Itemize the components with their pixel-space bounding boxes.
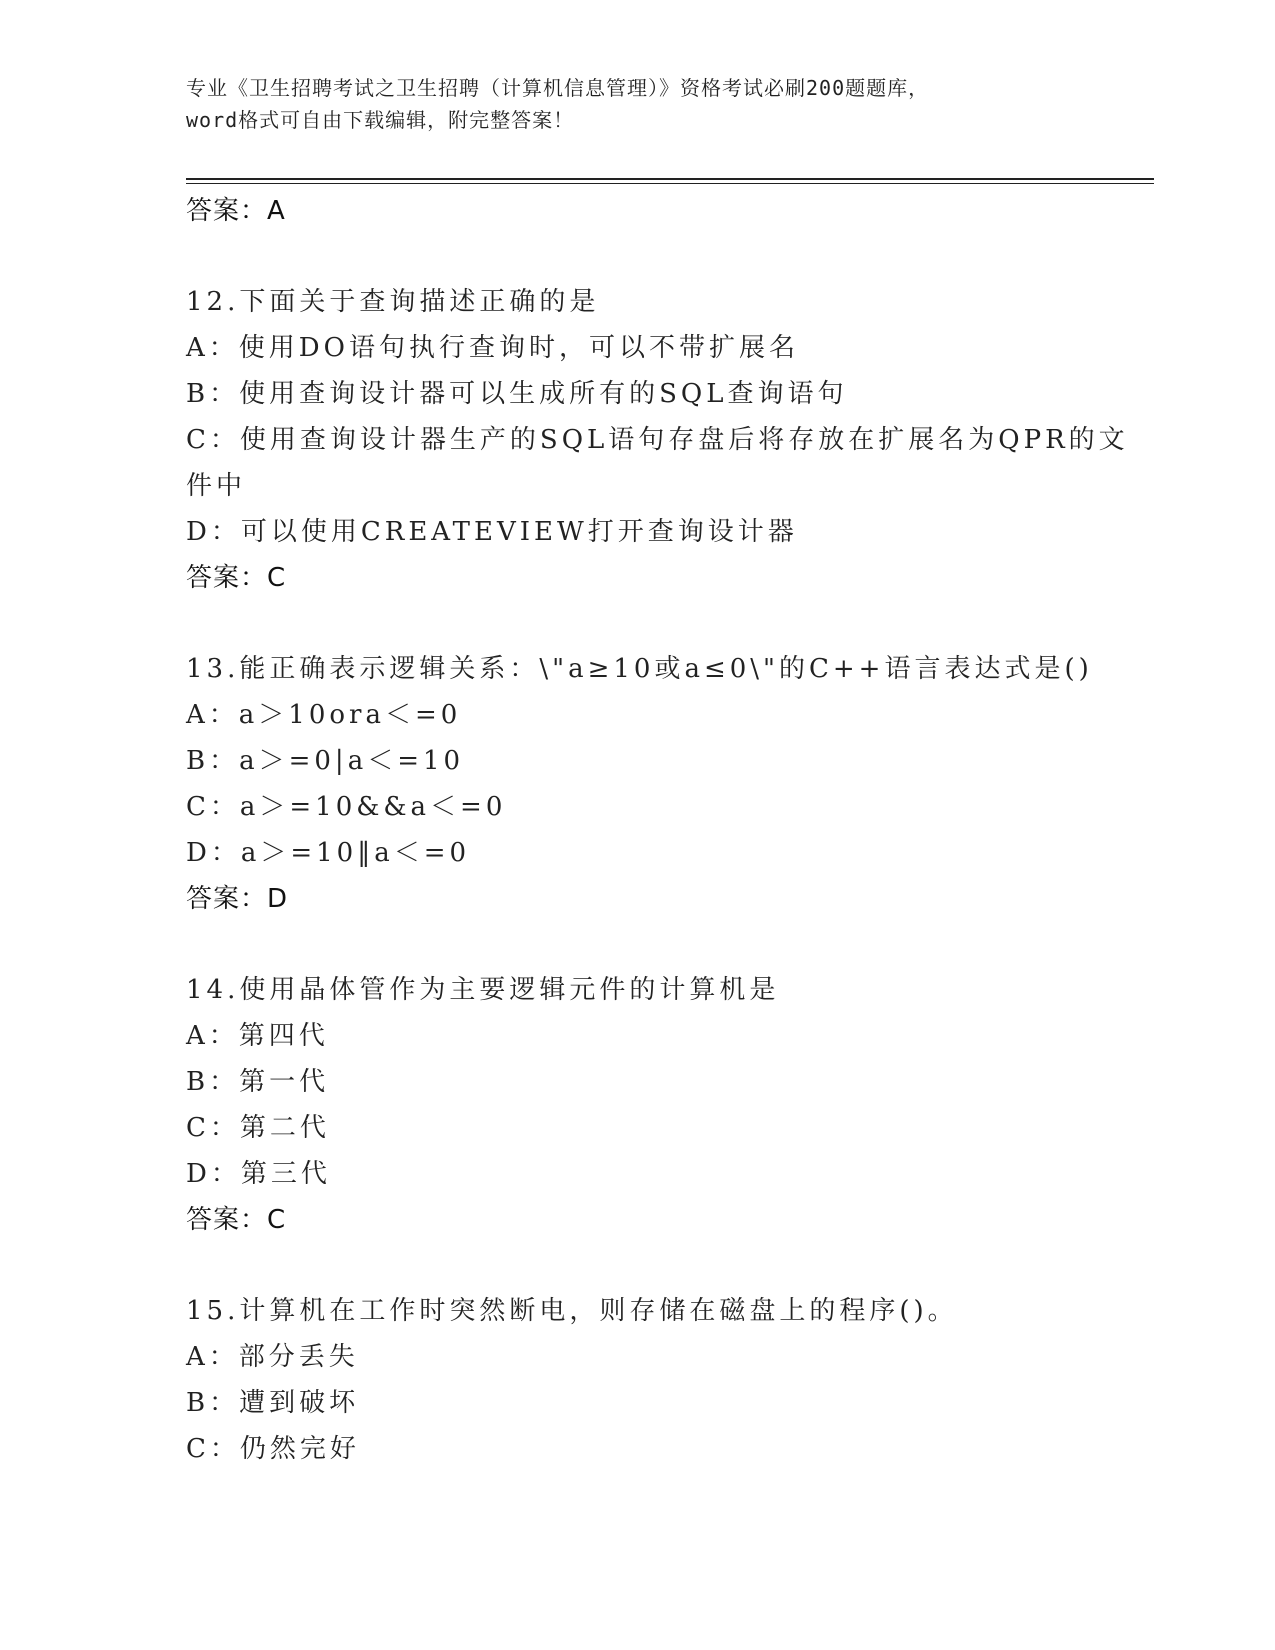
document-header <box>186 72 1086 136</box>
question-stem: 15.计算机在工作时突然断电，则存储在磁盘上的程序()。 <box>186 1296 958 1326</box>
option-c: C：a＞=10&&a＜=0 <box>186 792 507 822</box>
question-stem: 14.使用晶体管作为主要逻辑元件的计算机是 <box>186 975 780 1005</box>
answer: 答案：C <box>186 563 287 593</box>
header-line-2: word格式可自由下载编辑，附完整答案！ <box>186 108 575 132</box>
option-b: B：第一代 <box>186 1067 330 1097</box>
option-c-continued: 件中 <box>186 471 247 501</box>
option-c: C：仍然完好 <box>186 1434 360 1464</box>
option-c: C：第二代 <box>186 1113 330 1143</box>
question-stem: 13.能正确表示逻辑关系：\"a≥10或a≤0\"的C++语言表达式是() <box>186 654 1093 684</box>
answer: 答案：D <box>186 884 289 914</box>
question-stem: 12.下面关于查询描述正确的是 <box>186 287 600 317</box>
question-13 <box>186 646 1093 922</box>
question-12 <box>186 279 1129 601</box>
header-divider-thin <box>186 183 1154 184</box>
option-a: A：a＞10ora＜=0 <box>186 700 462 730</box>
header-line-1: 专业《卫生招聘考试之卫生招聘（计算机信息管理）》资格考试必刷200题题库， <box>186 76 930 100</box>
document-body <box>186 188 1129 1472</box>
option-b: B：a＞=0|a＜=10 <box>186 746 465 776</box>
option-a: A：使用DO语句执行查询时，可以不带扩展名 <box>186 333 799 363</box>
option-a: A：部分丢失 <box>186 1342 359 1372</box>
question-15 <box>186 1288 1086 1472</box>
option-d: D：第三代 <box>186 1159 331 1189</box>
answer: 答案：C <box>186 1205 287 1235</box>
answer-previous: 答案：A <box>186 196 286 226</box>
option-c: C：使用查询设计器生产的SQL语句存盘后将存放在扩展名为QPR的文 <box>186 425 1129 455</box>
option-a: A：第四代 <box>186 1021 329 1051</box>
option-b: B：遭到破坏 <box>186 1388 360 1418</box>
option-d: D：可以使用CREATEVIEW打开查询设计器 <box>186 517 798 547</box>
option-b: B：使用查询设计器可以生成所有的SQL查询语句 <box>186 379 848 409</box>
header-divider-thick <box>186 178 1154 180</box>
option-d: D：a＞=10‖a＜=0 <box>186 838 471 868</box>
question-14 <box>186 967 1086 1243</box>
